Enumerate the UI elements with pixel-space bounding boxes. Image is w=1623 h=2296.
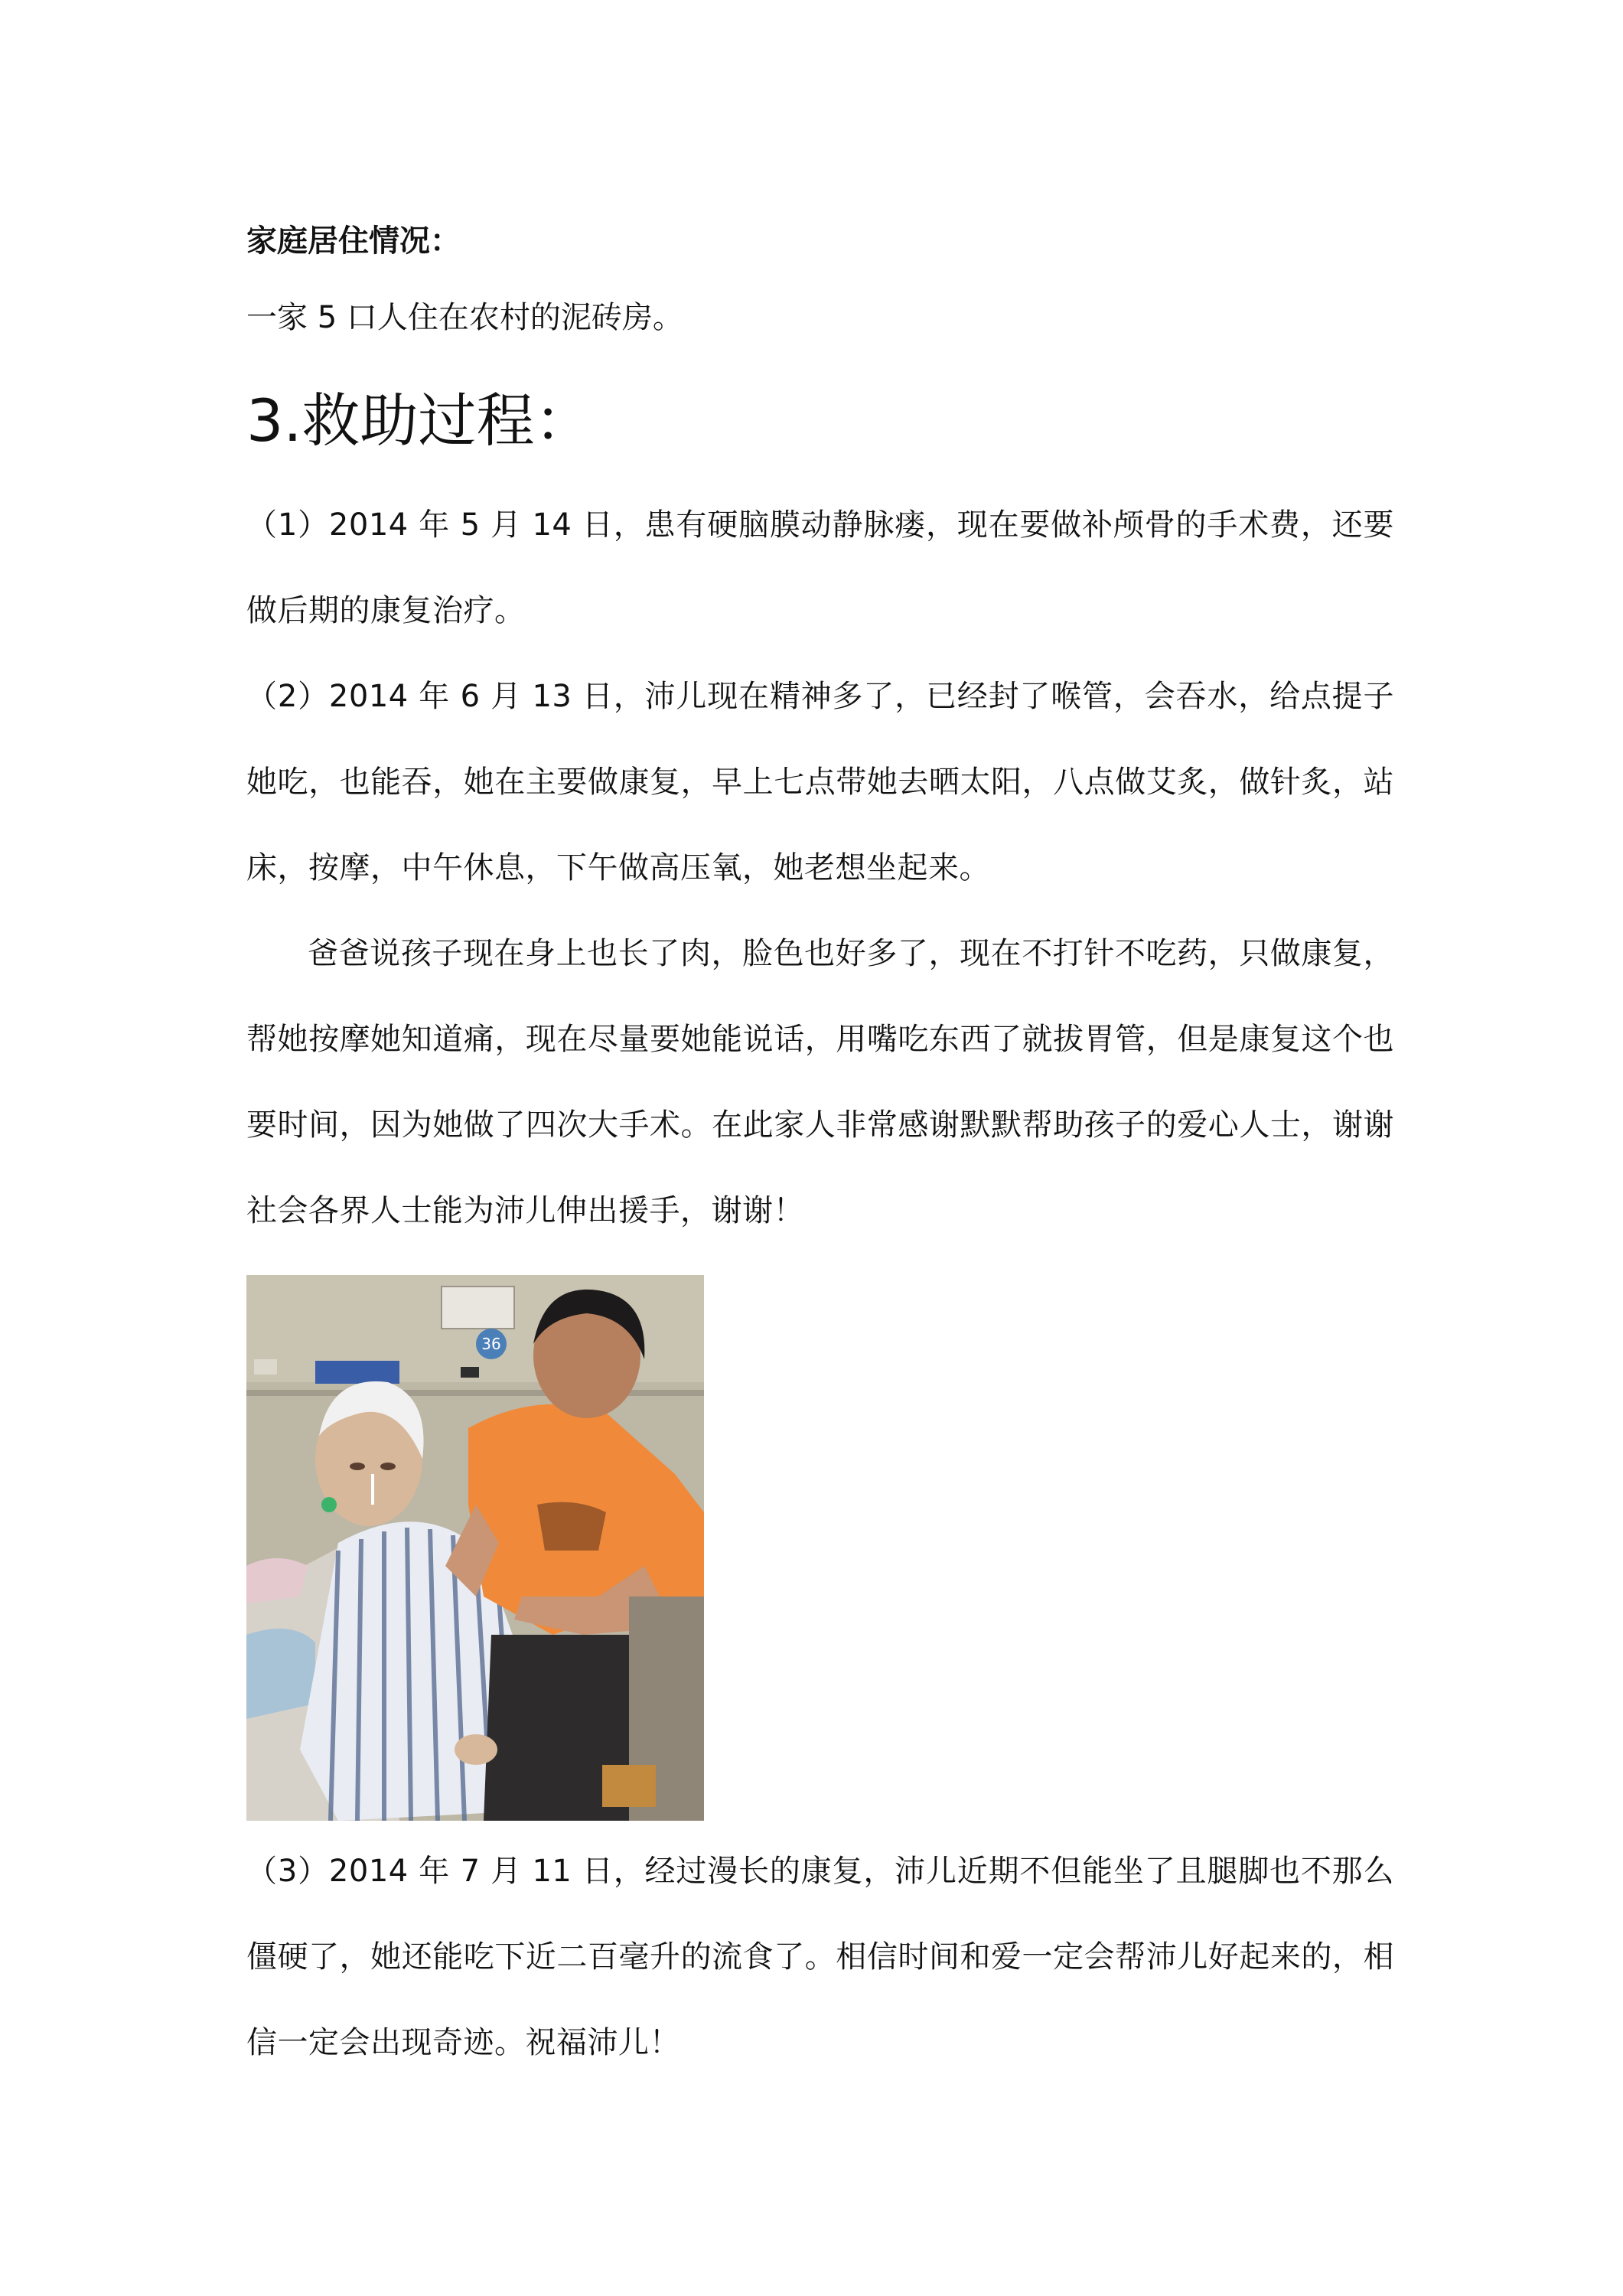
document-content: [246, 207, 1394, 2086]
housing-text: 一家 5 口人住在农村的泥砖房。: [246, 300, 683, 335]
paragraph-2: （2）2014 年 6 月 13 日，沛儿现在精神多了，已经封了喉管，会吞水，给点提子她吃，也能吞，她在主要做康复，早上七点带她去晒太阳，八点做艾炙，做针炙，站床，按摩，中午休息，下午做高压氧，她老想坐起来。: [246, 679, 1394, 885]
paragraph-4: （3）2014 年 7 月 11 日，经过漫长的康复，沛儿近期不但能坐了且腿脚也不那么僵硬了，她还能吃下近二百毫升的流食了。相信时间和爱一定会帮沛儿好起来的，相信一定会出现奇迹。祝福沛儿！: [246, 1854, 1394, 2060]
paragraph-3: 爸爸说孩子现在身上也长了肉，脸色也好多了，现在不打针不吃药，只做康复，帮她按摩她知道痛，现在尽量要她能说话，用嘴吃东西了就拔胃管，但是康复这个也要时间，因为她做了四次大手术。在此家人非常感谢默默帮助孩子的爱心人士，谢谢社会各界人士能为沛儿伸出援手，谢谢！: [246, 936, 1394, 1228]
section-title: 3.救助过程：: [246, 386, 593, 455]
wall-number: 36: [481, 1335, 501, 1353]
paragraph-1: （1）2014 年 5 月 14 日，患有硬脑膜动静脉瘘，现在要做补颅骨的手术费，还要做后期的康复治疗。: [246, 507, 1394, 628]
housing-heading: 家庭居住情况：: [246, 223, 461, 259]
hospital-photo-illustration: [246, 1275, 704, 1821]
hospital-photo: [246, 1275, 704, 1821]
